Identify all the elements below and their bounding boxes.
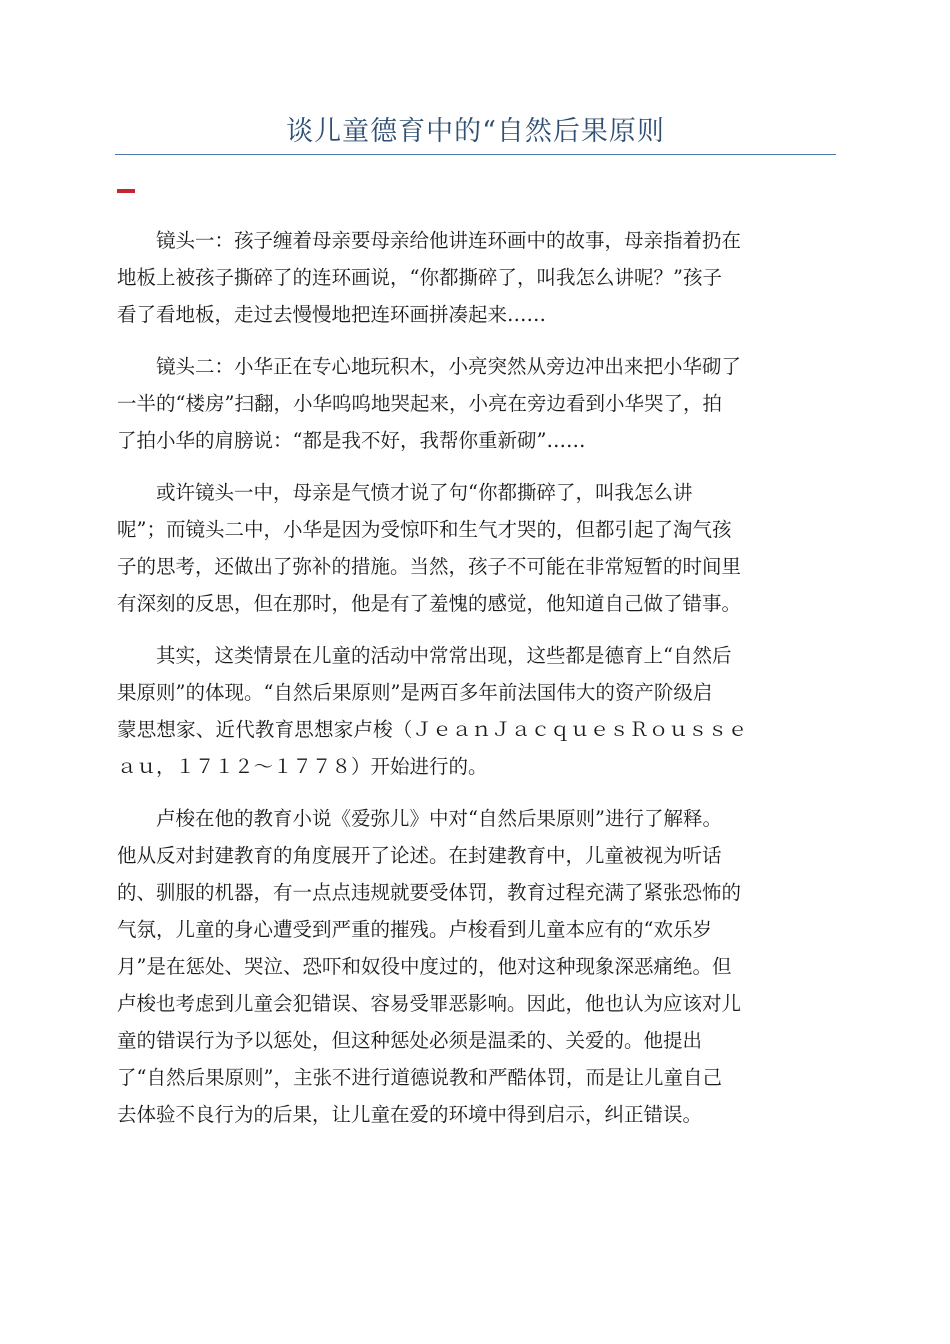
paragraph-line: 蒙思想家、近代教育思想家卢梭（ＪｅａｎＪａｃｑｕｅｓＲｏｕｓｓｅ bbox=[117, 718, 748, 741]
paragraph-line: ａｕ，１７１２～１７７８）开始进行的。 bbox=[117, 755, 488, 778]
paragraph-line: 其实，这类情景在儿童的活动中常常出现，这些都是德育上“自然后 bbox=[156, 644, 732, 667]
paragraph-3 bbox=[117, 474, 837, 622]
paragraph-2 bbox=[117, 348, 837, 459]
title-continuation-dash bbox=[117, 189, 135, 193]
paragraph-line: 镜头一：孩子缠着母亲要母亲给他讲连环画中的故事，母亲指着扔在 bbox=[156, 229, 742, 252]
paragraph-line: 或许镜头一中，母亲是气愤才说了句“你都撕碎了，叫我怎么讲 bbox=[156, 481, 693, 504]
paragraph-line: 月”是在惩处、哭泣、恐吓和奴役中度过的，他对这种现象深恶痛绝。但 bbox=[117, 955, 732, 978]
paragraph-line: 了拍小华的肩膀说：“都是我不好，我帮你重新砌”…… bbox=[117, 429, 586, 452]
paragraph-4 bbox=[117, 637, 837, 785]
paragraph-line: 童的错误行为予以惩处，但这种惩处必须是温柔的、关爱的。他提出 bbox=[117, 1029, 703, 1052]
paragraph-line: 有深刻的反思，但在那时，他是有了羞愧的感觉，他知道自己做了错事。 bbox=[117, 592, 742, 615]
paragraph-5 bbox=[117, 800, 837, 1133]
paragraph-line: 呢”；而镜头二中，小华是因为受惊吓和生气才哭的，但都引起了淘气孩 bbox=[117, 518, 732, 541]
document-title: 谈儿童德育中的“自然后果原则 bbox=[286, 116, 665, 147]
paragraph-line: 卢梭在他的教育小说《爱弥儿》中对“自然后果原则”进行了解释。 bbox=[156, 807, 722, 830]
paragraph-line: 他从反对封建教育的角度展开了论述。在封建教育中，儿童被视为听话 bbox=[117, 844, 722, 867]
paragraph-line: 气氛，儿童的身心遭受到严重的摧残。卢梭看到儿童本应有的“欢乐岁 bbox=[117, 918, 712, 941]
title-underline bbox=[115, 154, 836, 155]
paragraph-line: 子的思考，还做出了弥补的措施。当然，孩子不可能在非常短暂的时间里 bbox=[117, 555, 742, 578]
paragraph-line: 卢梭也考虑到儿童会犯错误、容易受罪恶影响。因此，他也认为应该对儿 bbox=[117, 992, 742, 1015]
paragraph-line: 看了看地板，走过去慢慢地把连环画拼凑起来…… bbox=[117, 303, 547, 326]
paragraph-line: 的、驯服的机器，有一点点违规就要受体罚，教育过程充满了紧张恐怖的 bbox=[117, 881, 742, 904]
paragraph-line: 果原则”的体现。“自然后果原则”是两百多年前法国伟大的资产阶级启 bbox=[117, 681, 713, 704]
paragraph-1 bbox=[117, 222, 837, 333]
paragraph-line: 地板上被孩子撕碎了的连环画说，“你都撕碎了，叫我怎么讲呢？”孩子 bbox=[117, 266, 722, 289]
paragraph-line: 去体验不良行为的后果，让儿童在爱的环境中得到启示，纠正错误。 bbox=[117, 1103, 703, 1126]
document-body bbox=[117, 222, 837, 1148]
paragraph-line: 了“自然后果原则”，主张不进行道德说教和严酷体罚，而是让儿童自己 bbox=[117, 1066, 722, 1089]
paragraph-line: 一半的“楼房”扫翻，小华呜呜地哭起来，小亮在旁边看到小华哭了，拍 bbox=[117, 392, 722, 415]
paragraph-line: 镜头二：小华正在专心地玩积木，小亮突然从旁边冲出来把小华砌了 bbox=[156, 355, 742, 378]
